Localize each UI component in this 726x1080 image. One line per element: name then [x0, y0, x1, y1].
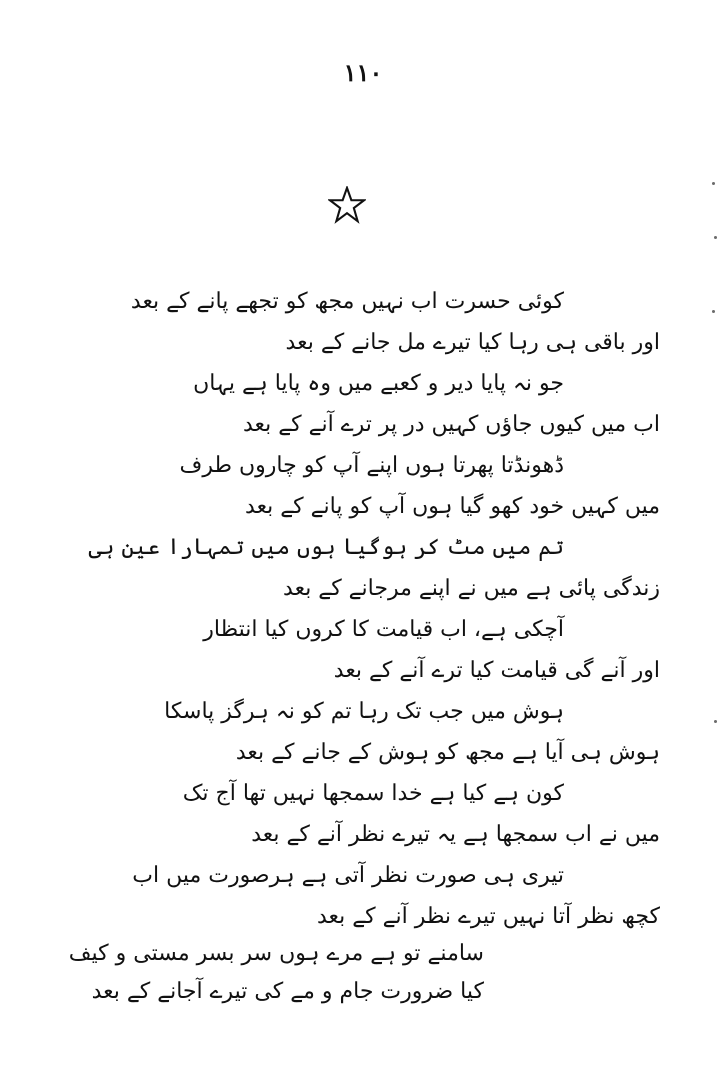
verse-line: کچھ نظر آتا نہیں تیرے نظر آنے کے بعد [316, 904, 660, 929]
verse-line: کیا ضرورت جام و مے کی تیرے آجانے کے بعد [91, 979, 484, 1004]
verse-line: میں کہیں خود کھو گیا ہوں آپ کو پانے کے بعد [245, 494, 660, 519]
verse-line: آچکی ہے، اب قیامت کا کروں کیا انتظار [203, 617, 564, 642]
verse-line: ہوش میں جب تک رہا تم کو نہ ہرگز پاسکا [164, 699, 564, 724]
scan-speck [714, 236, 717, 239]
verse-line: اور باقی ہی رہا کیا تیرے مل جانے کے بعد [285, 330, 660, 355]
verse-line: زندگی پائی ہے میں نے اپنے مرجانے کے بعد [283, 576, 660, 601]
verse-line: تم میں مٹ کر ہوگیا ہوں میں تمہارا عین ہی [88, 535, 564, 560]
scan-speck [714, 720, 717, 723]
verse-line: سامنے تو ہے مرے ہوں سر بسر مستی و کیف [68, 941, 484, 966]
scan-speck [712, 310, 715, 313]
verse-line: کون ہے کیا ہے خدا سمجھا نہیں تھا آج تک [182, 781, 564, 806]
verse-line: کوئی حسرت اب نہیں مجھ کو تجھے پانے کے بعد [130, 289, 564, 314]
page-number: ۱۱۰ [343, 58, 383, 87]
star-outline-icon [328, 186, 366, 224]
verse-line: ہوش ہی آیا ہے مجھ کو ہوش کے جانے کے بعد [235, 740, 660, 765]
verse-line: اور آنے گی قیامت کیا ترے آنے کے بعد [333, 658, 660, 683]
verse-line: جو نہ پایا دیر و کعبے میں وہ پایا ہے یہاں [193, 371, 564, 396]
scan-speck [712, 182, 715, 185]
verse-line: اب میں کیوں جاؤں کہیں در پر ترے آنے کے بعد [242, 412, 660, 437]
verse-line: میں نے اب سمجھا ہے یہ تیرے نظر آنے کے بعد [251, 822, 660, 847]
verse-line: ڈھونڈتا پھرتا ہوں اپنے آپ کو چاروں طرف [179, 453, 564, 478]
verse-line: تیری ہی صورت نظر آتی ہے ہرصورت میں اب [132, 863, 564, 888]
